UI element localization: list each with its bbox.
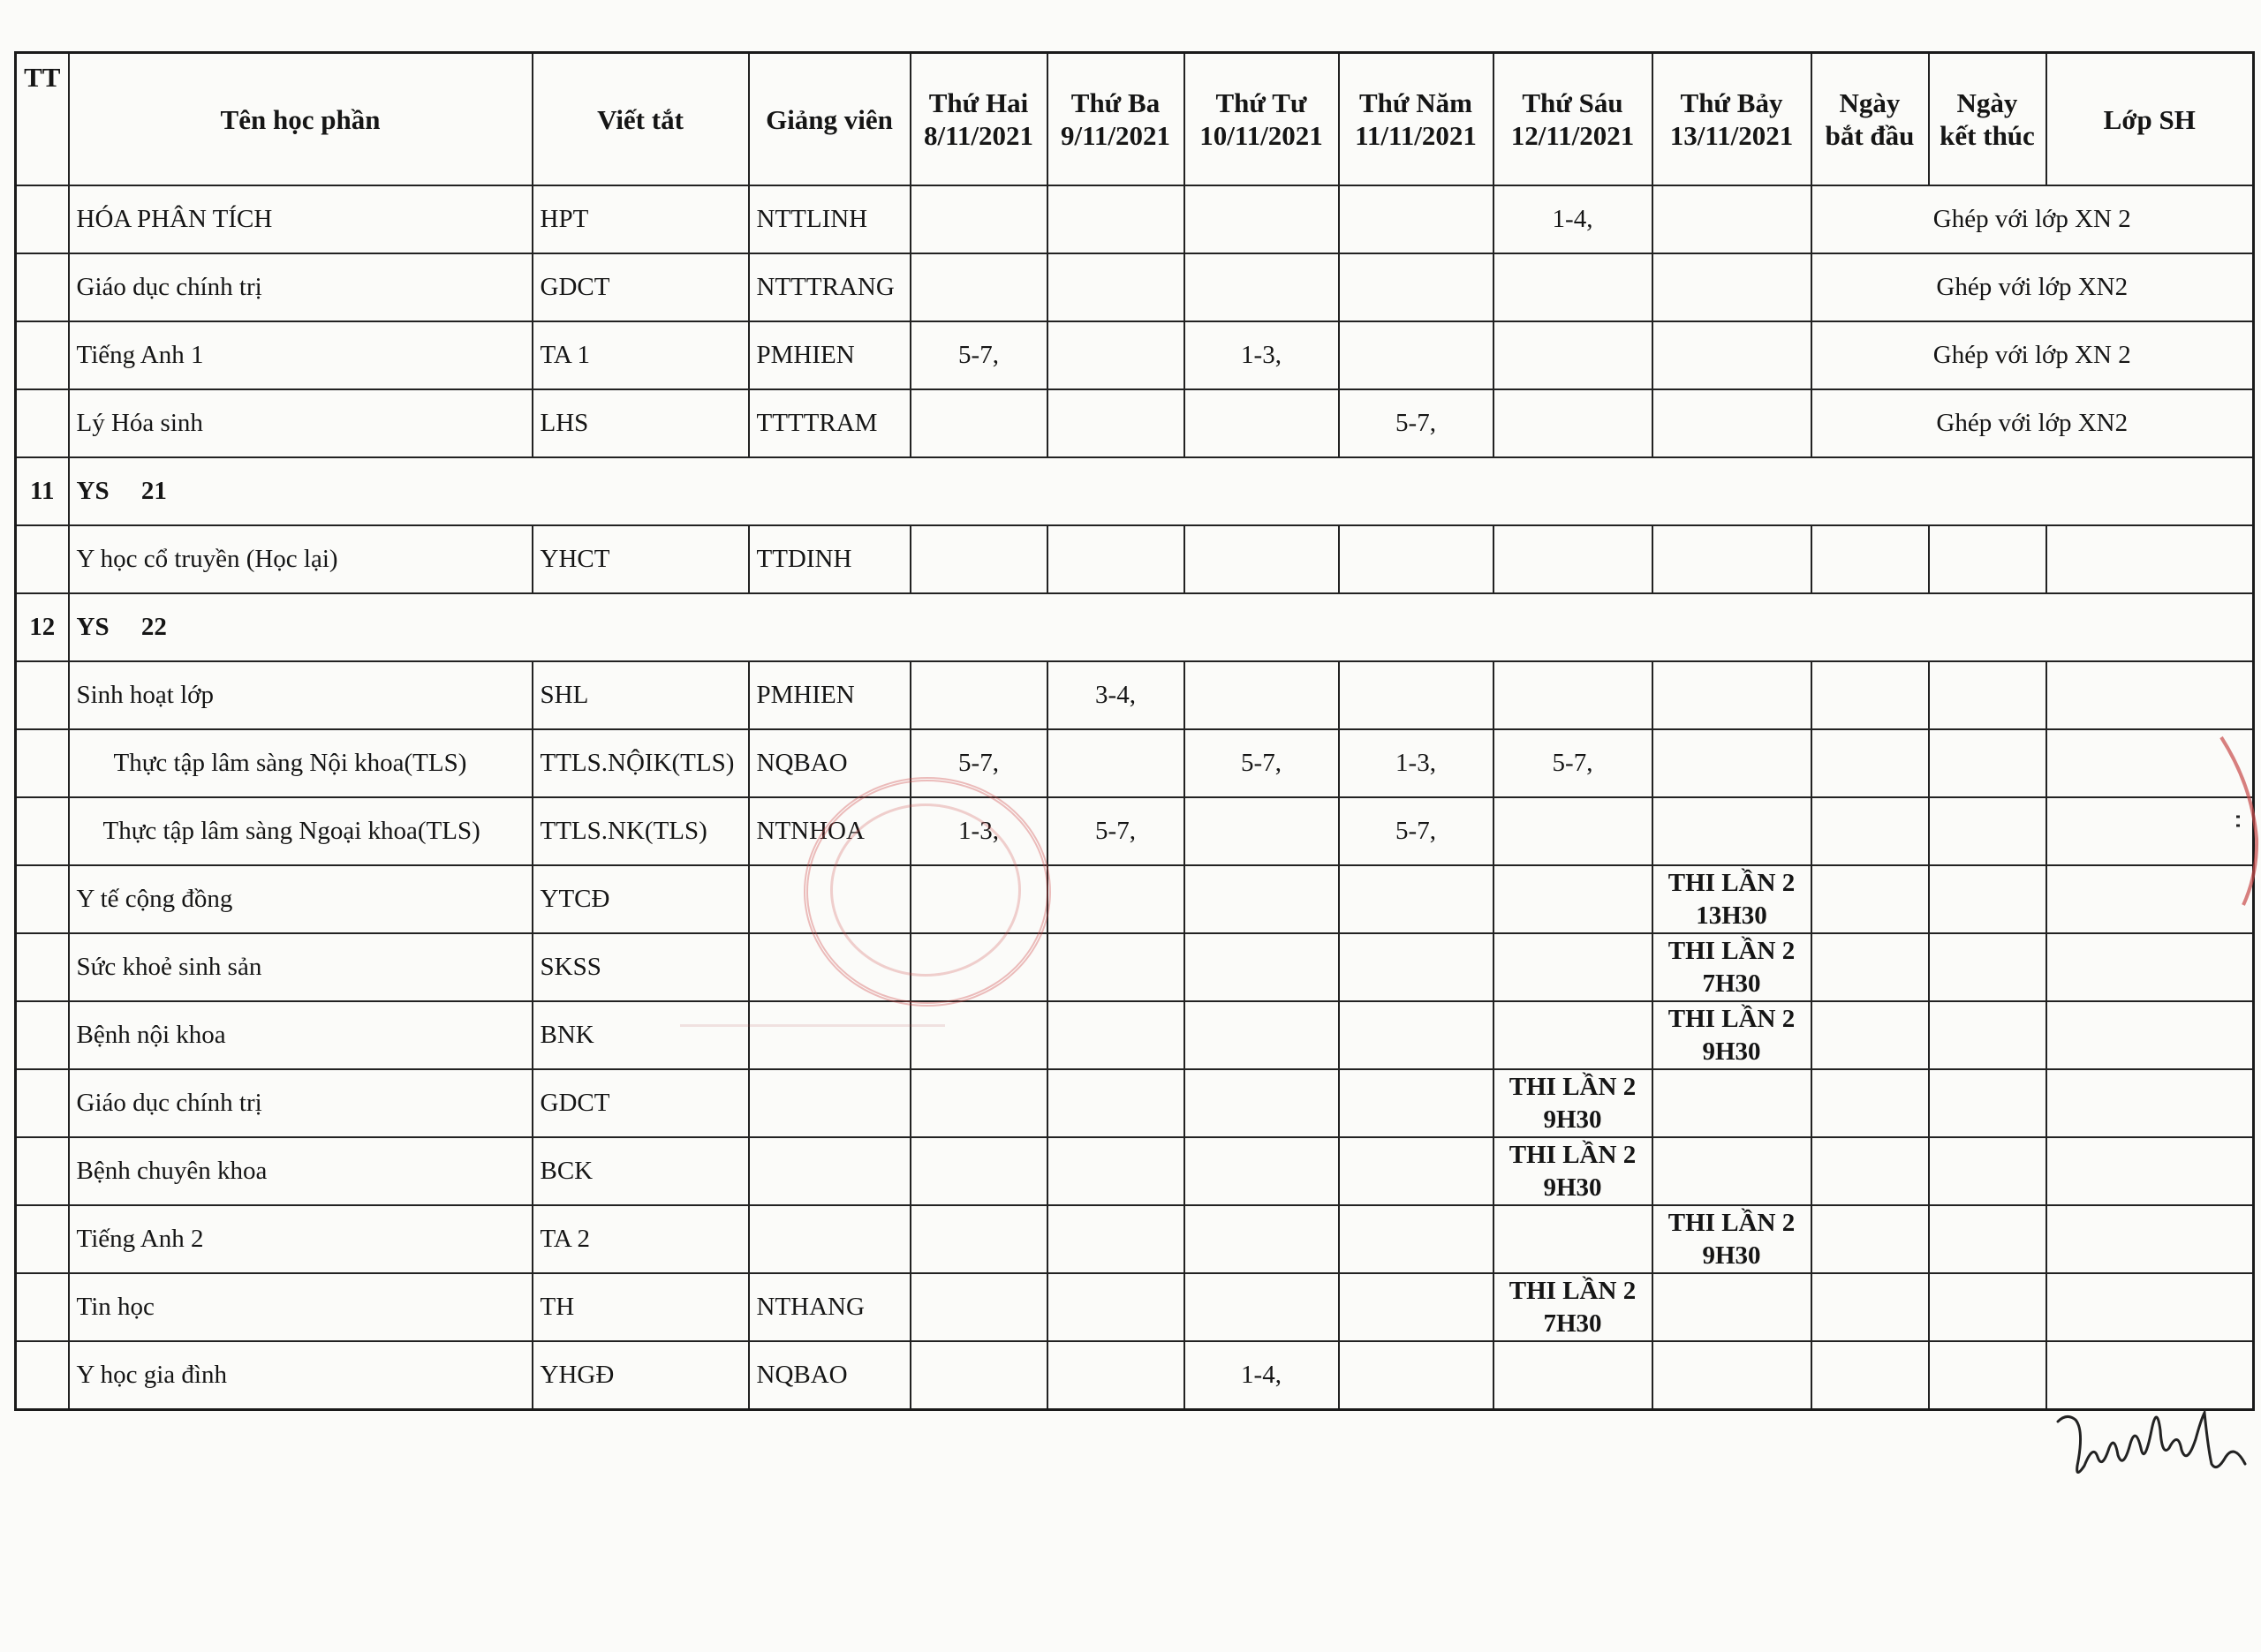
cell-class	[2046, 1069, 2254, 1137]
cell-fri-exam	[1493, 1137, 1652, 1205]
cell-start	[1811, 1205, 1929, 1273]
cell-mon	[911, 661, 1047, 729]
group-row-12	[16, 593, 2254, 661]
cell-end	[1929, 797, 2046, 865]
header-date: 12/11/2021	[1510, 120, 1635, 151]
table-row	[16, 797, 2254, 865]
header-day: Thứ Sáu	[1522, 87, 1623, 118]
group-row-11	[16, 457, 2254, 525]
table-row	[16, 253, 2254, 321]
cell-thu	[1339, 865, 1493, 933]
cell-sat-exam	[1652, 1205, 1811, 1273]
header-day: Thứ Hai	[928, 87, 1029, 118]
table-row	[16, 525, 2254, 593]
cell-tt	[16, 865, 69, 933]
cell-thu	[1339, 933, 1493, 1001]
cell-class	[2046, 729, 2254, 797]
cell-fri	[1493, 865, 1652, 933]
cell-abbr: TTLS.NK(TLS)	[533, 797, 749, 865]
cell-tue	[1047, 389, 1184, 457]
cell-wed	[1184, 1205, 1339, 1273]
cell-fri	[1493, 525, 1652, 593]
cell-class	[2046, 865, 2254, 933]
cell-lecturer	[749, 933, 911, 1001]
cell-class	[2046, 933, 2254, 1001]
header-start-line1: Ngày	[1839, 87, 1901, 118]
cell-course-name: Thực tập lâm sàng Nội khoa(TLS)	[69, 729, 533, 797]
table-row	[16, 389, 2254, 457]
cell-course-name: Sinh hoạt lớp	[69, 661, 533, 729]
cell-abbr: SKSS	[533, 933, 749, 1001]
cell-course-name: Tiếng Anh 1	[69, 321, 533, 389]
header-end-line2: kết thúc	[1940, 120, 2035, 151]
header-start-line2: bắt đầu	[1825, 120, 1915, 151]
cell-course-name: Y tế cộng đồng	[69, 865, 533, 933]
cell-tue	[1047, 1273, 1184, 1341]
cell-tt	[16, 389, 69, 457]
cell-abbr: TTLS.NỘIK(TLS)	[533, 729, 749, 797]
cell-tt	[16, 933, 69, 1001]
cell-tue	[1047, 1001, 1184, 1069]
cell-class	[2046, 797, 2254, 865]
table-row	[16, 1137, 2254, 1205]
cell-sat-exam	[1652, 933, 1811, 1001]
exam-label: THI LẦN 2	[1667, 868, 1796, 897]
cell-end	[1929, 1273, 2046, 1341]
cell-wed	[1184, 389, 1339, 457]
cell-thu: 5-7,	[1339, 797, 1493, 865]
exam-time: 13H30	[1696, 901, 1767, 930]
cell-lecturer: TTTTRAM	[749, 389, 911, 457]
cell-thu	[1339, 525, 1493, 593]
header-date: 10/11/2021	[1199, 120, 1323, 151]
cell-thu	[1339, 1273, 1493, 1341]
cell-lecturer	[749, 1069, 911, 1137]
cell-fri	[1493, 1001, 1652, 1069]
cell-thu	[1339, 1341, 1493, 1410]
cell-abbr: BNK	[533, 1001, 749, 1069]
cell-tt	[16, 661, 69, 729]
cell-lecturer: NTTLINH	[749, 185, 911, 253]
header-lecturer: Giảng viên	[749, 53, 911, 186]
group-name: YS 22	[69, 593, 2254, 661]
cell-lecturer: NTHANG	[749, 1273, 911, 1341]
exam-label: THI LẦN 2	[1509, 1140, 1637, 1169]
header-date: 9/11/2021	[1060, 120, 1170, 151]
cell-fri-exam	[1493, 1069, 1652, 1137]
exam-time: 7H30	[1543, 1309, 1602, 1338]
header-tuesday	[1047, 53, 1184, 186]
cell-tue	[1047, 933, 1184, 1001]
cell-fri-exam	[1493, 1273, 1652, 1341]
cell-course-name: Lý Hóa sinh	[69, 389, 533, 457]
cell-start	[1811, 525, 1929, 593]
header-thursday	[1339, 53, 1493, 186]
cell-lecturer: NQBAO	[749, 1341, 911, 1410]
cell-tue: 5-7,	[1047, 797, 1184, 865]
cell-mon	[911, 185, 1047, 253]
table-row	[16, 185, 2254, 253]
group-name: YS 21	[69, 457, 2254, 525]
header-monday	[911, 53, 1047, 186]
table-row	[16, 661, 2254, 729]
cell-start	[1811, 933, 1929, 1001]
cell-lecturer	[749, 1205, 911, 1273]
cell-fri: 1-4,	[1493, 185, 1652, 253]
cell-sat	[1652, 1341, 1811, 1410]
exam-label: THI LẦN 2	[1509, 1072, 1637, 1101]
cell-end	[1929, 1001, 2046, 1069]
cell-tue	[1047, 1069, 1184, 1137]
cell-tue	[1047, 185, 1184, 253]
cell-tue: 3-4,	[1047, 661, 1184, 729]
cell-abbr: LHS	[533, 389, 749, 457]
cell-tue	[1047, 1341, 1184, 1410]
schedule-table	[14, 51, 2255, 1411]
cell-lecturer: NTTTRANG	[749, 253, 911, 321]
cell-sat-exam	[1652, 865, 1811, 933]
cell-tt	[16, 797, 69, 865]
cell-sat	[1652, 661, 1811, 729]
group-tt: 11	[16, 457, 69, 525]
cell-fri	[1493, 661, 1652, 729]
cell-tt	[16, 1205, 69, 1273]
cell-course-name: Giáo dục chính trị	[69, 253, 533, 321]
cell-tt	[16, 1341, 69, 1410]
cell-thu	[1339, 1205, 1493, 1273]
cell-tue	[1047, 1137, 1184, 1205]
cell-course-name: Tin học	[69, 1273, 533, 1341]
cell-wed	[1184, 1069, 1339, 1137]
cell-lecturer: NQBAO	[749, 729, 911, 797]
cell-abbr: YHGĐ	[533, 1341, 749, 1410]
cell-start	[1811, 1069, 1929, 1137]
header-tt: TT	[16, 53, 69, 186]
cell-end	[1929, 1341, 2046, 1410]
header-course-name: Tên học phần	[69, 53, 533, 186]
cell-course-name: Thực tập lâm sàng Ngoại khoa(TLS)	[69, 797, 533, 865]
header-day: Thứ Ba	[1070, 87, 1161, 118]
table-row	[16, 1273, 2254, 1341]
header-class-sh: Lớp SH	[2046, 53, 2254, 186]
cell-tt	[16, 1137, 69, 1205]
cell-lecturer: TTDINH	[749, 525, 911, 593]
cell-course-name: HÓA PHÂN TÍCH	[69, 185, 533, 253]
cell-sat	[1652, 1137, 1811, 1205]
cell-end	[1929, 661, 2046, 729]
cell-start	[1811, 661, 1929, 729]
cell-tt	[16, 525, 69, 593]
cell-thu	[1339, 1137, 1493, 1205]
cell-note: Ghép với lớp XN 2	[1811, 185, 2254, 253]
cell-fri	[1493, 389, 1652, 457]
cell-wed	[1184, 1001, 1339, 1069]
cell-mon: 1-3,	[911, 797, 1047, 865]
cell-tt	[16, 185, 69, 253]
cell-start	[1811, 1273, 1929, 1341]
cell-sat	[1652, 1069, 1811, 1137]
header-day: Thứ Năm	[1359, 87, 1472, 118]
header-abbreviation: Viết tắt	[533, 53, 749, 186]
cell-note: Ghép với lớp XN 2	[1811, 321, 2254, 389]
header-start-date	[1811, 53, 1929, 186]
cell-course-name: Sức khoẻ sinh sản	[69, 933, 533, 1001]
cell-thu	[1339, 1001, 1493, 1069]
header-end-line1: Ngày	[1956, 87, 2018, 118]
cell-class	[2046, 1273, 2254, 1341]
cell-start	[1811, 797, 1929, 865]
cell-thu	[1339, 661, 1493, 729]
cell-class	[2046, 661, 2254, 729]
cell-class	[2046, 525, 2254, 593]
header-date: 11/11/2021	[1355, 120, 1477, 151]
cell-mon	[911, 933, 1047, 1001]
cell-start	[1811, 1001, 1929, 1069]
cell-tue	[1047, 865, 1184, 933]
table-row	[16, 729, 2254, 797]
cell-tue	[1047, 525, 1184, 593]
cell-lecturer: PMHIEN	[749, 661, 911, 729]
cell-mon	[911, 1001, 1047, 1069]
cell-thu	[1339, 185, 1493, 253]
cell-wed	[1184, 525, 1339, 593]
cell-sat	[1652, 797, 1811, 865]
header-date: 13/11/2021	[1669, 120, 1794, 151]
table-row	[16, 1205, 2254, 1273]
cell-wed	[1184, 797, 1339, 865]
cell-fri	[1493, 797, 1652, 865]
cell-tt	[16, 253, 69, 321]
cell-tue	[1047, 253, 1184, 321]
cell-mon	[911, 1137, 1047, 1205]
cell-mon	[911, 389, 1047, 457]
cell-tt	[16, 1273, 69, 1341]
header-end-date	[1929, 53, 2046, 186]
cell-tt	[16, 1001, 69, 1069]
cell-sat	[1652, 389, 1811, 457]
cell-wed	[1184, 933, 1339, 1001]
cell-abbr: GDCT	[533, 253, 749, 321]
cell-thu	[1339, 253, 1493, 321]
cell-tt	[16, 729, 69, 797]
cell-sat	[1652, 253, 1811, 321]
cell-thu	[1339, 321, 1493, 389]
cell-wed	[1184, 1137, 1339, 1205]
cell-class	[2046, 1137, 2254, 1205]
cell-mon: 5-7,	[911, 729, 1047, 797]
cell-sat-exam	[1652, 1001, 1811, 1069]
cell-abbr: GDCT	[533, 1069, 749, 1137]
cell-course-name: Y học gia đình	[69, 1341, 533, 1410]
cell-start	[1811, 1341, 1929, 1410]
cell-end	[1929, 1069, 2046, 1137]
cell-thu: 1-3,	[1339, 729, 1493, 797]
exam-label: THI LẦN 2	[1667, 936, 1796, 965]
header-day: Thứ Bảy	[1680, 87, 1783, 118]
cell-end	[1929, 933, 2046, 1001]
cell-lecturer: PMHIEN	[749, 321, 911, 389]
cell-class	[2046, 1001, 2254, 1069]
exam-time: 9H30	[1543, 1105, 1602, 1134]
cell-mon	[911, 253, 1047, 321]
cell-course-name: Bệnh nội khoa	[69, 1001, 533, 1069]
header-saturday	[1652, 53, 1811, 186]
cell-fri	[1493, 933, 1652, 1001]
cell-abbr: HPT	[533, 185, 749, 253]
exam-label: THI LẦN 2	[1667, 1208, 1796, 1237]
cell-course-name: Tiếng Anh 2	[69, 1205, 533, 1273]
cell-tue	[1047, 1205, 1184, 1273]
cell-tue	[1047, 729, 1184, 797]
cell-mon	[911, 1205, 1047, 1273]
cell-wed: 5-7,	[1184, 729, 1339, 797]
exam-label: THI LẦN 2	[1667, 1004, 1796, 1033]
header-wednesday	[1184, 53, 1339, 186]
cell-end	[1929, 729, 2046, 797]
cell-course-name: Giáo dục chính trị	[69, 1069, 533, 1137]
cell-thu	[1339, 1069, 1493, 1137]
cell-lecturer: NTNHOA	[749, 797, 911, 865]
cell-start	[1811, 729, 1929, 797]
cell-abbr: TA 2	[533, 1205, 749, 1273]
cell-sat	[1652, 1273, 1811, 1341]
cell-wed	[1184, 1273, 1339, 1341]
cell-fri	[1493, 1341, 1652, 1410]
header-friday	[1493, 53, 1652, 186]
cell-lecturer	[749, 865, 911, 933]
cell-fri	[1493, 321, 1652, 389]
cell-mon	[911, 1341, 1047, 1410]
cell-start	[1811, 865, 1929, 933]
cell-wed	[1184, 661, 1339, 729]
table-row	[16, 321, 2254, 389]
exam-time: 9H30	[1702, 1241, 1761, 1270]
cell-wed	[1184, 185, 1339, 253]
cell-abbr: YTCĐ	[533, 865, 749, 933]
cell-sat	[1652, 185, 1811, 253]
cell-abbr: TH	[533, 1273, 749, 1341]
cell-wed	[1184, 253, 1339, 321]
cell-mon	[911, 865, 1047, 933]
cell-fri: 5-7,	[1493, 729, 1652, 797]
cell-start	[1811, 1137, 1929, 1205]
table-row	[16, 933, 2254, 1001]
cell-sat	[1652, 321, 1811, 389]
cell-class	[2046, 1205, 2254, 1273]
table-row	[16, 1001, 2254, 1069]
cell-wed: 1-3,	[1184, 321, 1339, 389]
cell-abbr: SHL	[533, 661, 749, 729]
exam-time: 7H30	[1702, 969, 1761, 998]
group-tt: 12	[16, 593, 69, 661]
cell-mon	[911, 525, 1047, 593]
cell-mon	[911, 1273, 1047, 1341]
cell-end	[1929, 1137, 2046, 1205]
exam-time: 9H30	[1702, 1037, 1761, 1066]
header-day: Thứ Tư	[1215, 87, 1307, 118]
cell-note: Ghép với lớp XN2	[1811, 253, 2254, 321]
cell-end	[1929, 525, 2046, 593]
table-row	[16, 1069, 2254, 1137]
cell-fri	[1493, 253, 1652, 321]
cell-mon	[911, 1069, 1047, 1137]
cell-course-name: Y học cổ truyền (Học lại)	[69, 525, 533, 593]
cell-sat	[1652, 729, 1811, 797]
cell-thu: 5-7,	[1339, 389, 1493, 457]
cell-abbr: BCK	[533, 1137, 749, 1205]
cell-tt	[16, 321, 69, 389]
cell-tue	[1047, 321, 1184, 389]
cell-wed	[1184, 865, 1339, 933]
cell-lecturer	[749, 1137, 911, 1205]
cell-end	[1929, 865, 2046, 933]
header-row	[16, 53, 2254, 186]
cell-lecturer	[749, 1001, 911, 1069]
cell-sat	[1652, 525, 1811, 593]
table-row	[16, 865, 2254, 933]
cell-fri	[1493, 1205, 1652, 1273]
exam-label: THI LẦN 2	[1509, 1276, 1637, 1305]
cell-wed: 1-4,	[1184, 1341, 1339, 1410]
cell-course-name: Bệnh chuyên khoa	[69, 1137, 533, 1205]
cell-end	[1929, 1205, 2046, 1273]
header-date: 8/11/2021	[923, 120, 1033, 151]
cell-mon: 5-7,	[911, 321, 1047, 389]
exam-time: 9H30	[1543, 1173, 1602, 1202]
table-row	[16, 1341, 2254, 1410]
cell-abbr: YHCT	[533, 525, 749, 593]
cell-note: Ghép với lớp XN2	[1811, 389, 2254, 457]
cell-class	[2046, 1341, 2254, 1410]
cell-abbr: TA 1	[533, 321, 749, 389]
cell-tt	[16, 1069, 69, 1137]
